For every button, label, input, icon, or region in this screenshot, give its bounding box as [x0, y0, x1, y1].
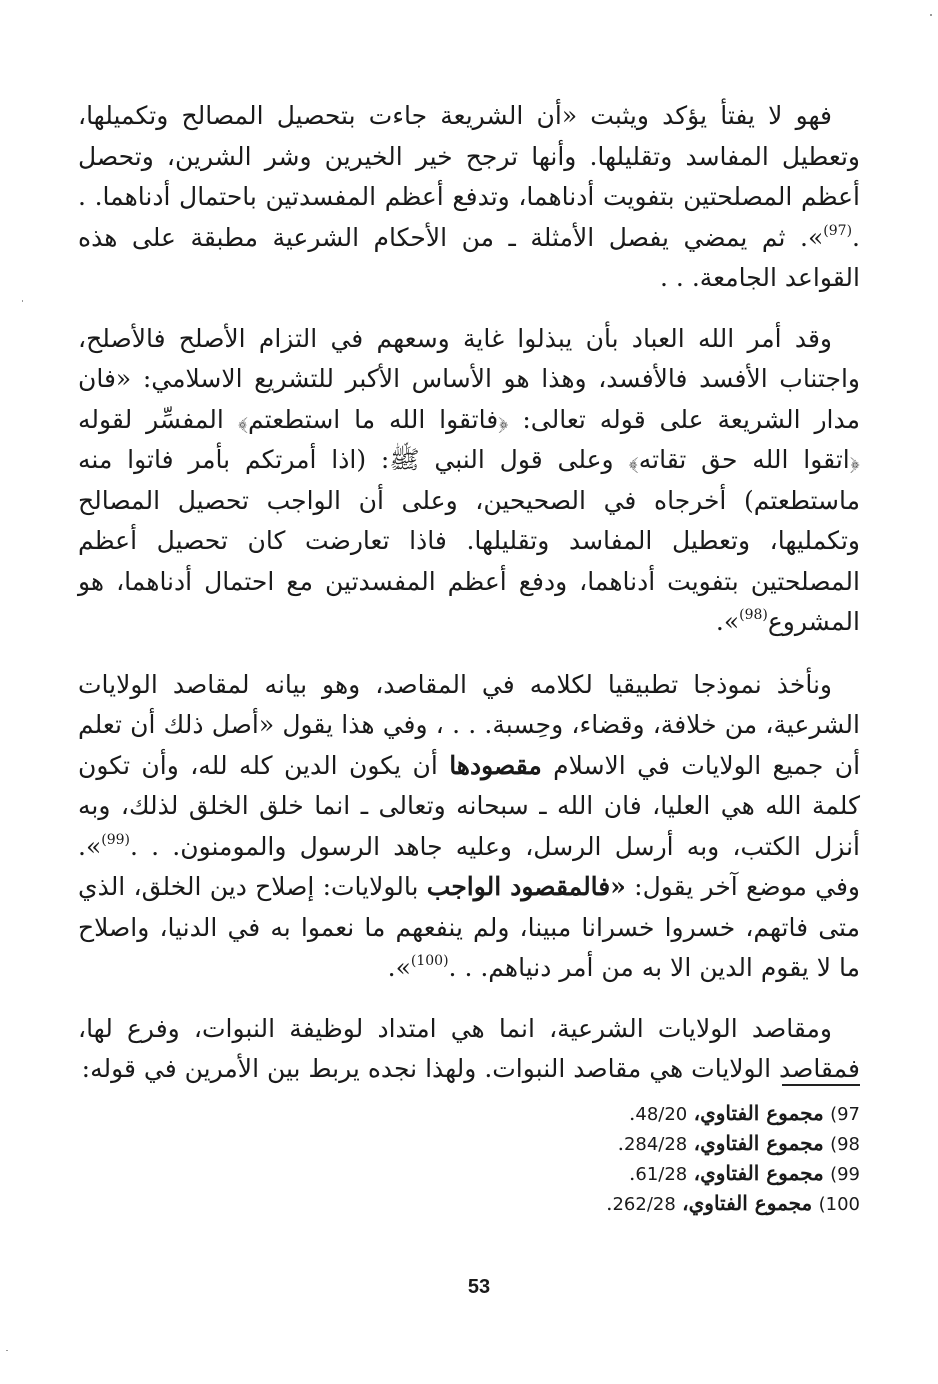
footnote-end: . [617, 1131, 624, 1155]
paragraph-1-text-a: فهو لا يفتأ يؤكد ويثبت «أن الشريعة جاءت بتحصيل المصالح وتكميلها، وتعطيل المفاسد وتقليلها. وأنها ترجح خير الخيرين وشر الشرين، وتحصل أعظم المصلحتين بتفويت أدناهما، وتدفع أعظم المفسدتين باحتمال أدناهما. . . [78, 101, 860, 252]
paragraph-1-text-b: ». ثم يمضي يفصل الأمثلة ـ من الأحكام الشرعية مطبقة على هذه القواعد الجامعة. . . [78, 222, 860, 292]
footnote-number: 98) [830, 1134, 860, 1155]
bold-phrase-maqsuduha: مقصودها [449, 750, 542, 780]
paragraph-3-text-a: ونأخذ نموذجا تطبيقيا لكلامه في المقاصد، وهو بيانه لمقاصد الولايات الشرعية، من خلافة، وقضاء، وحِسبة. . . ، وفي هذا يقول «أصل ذلك أن تعلم أن جميع الولايات في الاسلام [78, 669, 861, 780]
footnote-separator [782, 1084, 860, 1086]
footnote-source: مجموع الفتاوي، [682, 1191, 813, 1215]
footnote-100 [440, 1188, 860, 1218]
footnotes [440, 1098, 860, 1218]
paragraph-3-text-b: أن يكون الدين كله لله، وأن تكون كلمة الله هي العليا، فان الله ـ سبحانه وتعالى ـ انما خلق الخلق لذلك، وبه أنزل الكتب، وبه أرسل الرسل، وعليه جاهد الرسول والمومنون. . . [78, 750, 860, 861]
footnote-source: مجموع الفتاوي، [693, 1161, 824, 1185]
paragraph-3-text-c: ». وفي موضع آخر يقول: [78, 831, 860, 901]
footnote-end: . [629, 1161, 636, 1185]
page-number: 53 [467, 1276, 491, 1298]
footnote-number: 100) [818, 1194, 860, 1215]
document-body [78, 96, 860, 1115]
scan-speck [930, 14, 932, 16]
footnote-reference: 262/28 [612, 1194, 676, 1215]
paragraph-3-text-e: ». [387, 953, 411, 982]
paragraph-3-text-d: بالولايات: إصلاح دين الخلق، الذي متى فاتهم، خسروا خسرانا مبينا، ولم ينفعهم ما نعموا به في الدنيا، واصلاح ما لا يقوم الدين الا به من أمر دنياهم. . . [78, 872, 860, 982]
scan-speck [6, 1350, 8, 1351]
footnote-reference: 61/28 [635, 1164, 688, 1185]
paragraph-4-text: ومقاصد الولايات الشرعية، انما هي امتداد لوظيفة النبوات، وفرع لها، فمقاصد الولايات هي مقاصد النبوات. ولهذا نجده يربط بين الأمرين في قوله: [78, 1013, 860, 1083]
paragraph-2 [78, 319, 860, 643]
footnote-98 [440, 1128, 860, 1158]
footnote-ref-98: (98) [739, 607, 768, 623]
footnote-reference: 48/20 [635, 1104, 688, 1125]
paragraph-2-text-a: وقد أمر الله العباد بأن يبذلوا غاية وسعهم في التزام الأصلح فالأصلح، واجتناب الأفسد فالأفسد، وهذا هو الأساس الأكبر للتشريع الاسلامي: «فان مدار الشريعة على قوله تعالى: ﴿فاتقوا الله ما استطعتم﴾ المفسِّر لقوله ﴿اتقوا الله حق تقاته﴾ وعلى قول النبي ﷺ: (اذا أمرتكم بأمر فاتوا منه ماستطعتم) أخرجاه في الصحيحين، وعلى أن الواجب تحصيل المصالح وتكمليها، وتعطيل المفاسد وتقليلها. فاذا تعارضت كان تحصيل أعظم المصلحتين بتفويت أدناهما، ودفع أعظم المفسدتين مع احتمال أدناهما، هو المشروع [78, 323, 860, 636]
footnote-end: . [606, 1191, 613, 1215]
bold-phrase-almaqsud-alwajib: «فالمقصود الواجب [426, 872, 626, 901]
footnote-number: 99) [830, 1164, 860, 1185]
footnote-ref-97: (97) [823, 222, 853, 239]
paragraph-2-text-b: ». [715, 607, 740, 636]
footnote-source: مجموع الفتاوي، [693, 1101, 824, 1125]
footnote-end: . [629, 1101, 636, 1125]
footnote-ref-100: (100) [410, 953, 449, 969]
footnote-97 [440, 1098, 860, 1128]
paragraph-4 [78, 1009, 860, 1090]
paragraph-1 [78, 96, 860, 299]
footnote-99 [440, 1158, 860, 1188]
footnote-number: 97) [830, 1104, 860, 1125]
paragraph-3 [78, 665, 860, 989]
footnote-reference: 284/28 [623, 1134, 688, 1155]
footnote-ref-99: (99) [101, 831, 131, 848]
footnote-source: مجموع الفتاوي، [693, 1131, 824, 1155]
scan-speck [22, 300, 23, 302]
